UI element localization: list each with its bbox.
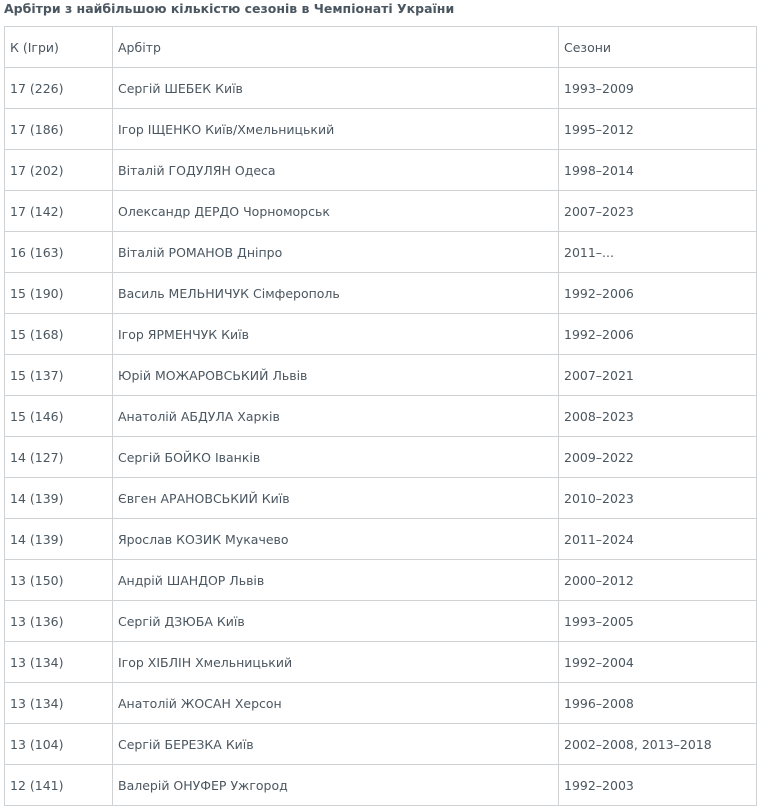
cell-seasons: 1992–2003 (559, 765, 757, 806)
table-row (5, 191, 757, 232)
cell-seasons: 2002–2008, 2013–2018 (559, 724, 757, 765)
cell-k: 14 (139) (5, 478, 113, 519)
cell-seasons: 1993–2005 (559, 601, 757, 642)
cell-referee: Віталій ГОДУЛЯН Одеса (113, 150, 559, 191)
table-row (5, 232, 757, 273)
cell-seasons: 2011–... (559, 232, 757, 273)
cell-k: 15 (190) (5, 273, 113, 314)
cell-k: 17 (226) (5, 68, 113, 109)
cell-k: 15 (168) (5, 314, 113, 355)
table-row (5, 478, 757, 519)
cell-k: 13 (134) (5, 683, 113, 724)
cell-referee: Євген АРАНОВСЬКИЙ Київ (113, 478, 559, 519)
cell-seasons: 2007–2023 (559, 191, 757, 232)
column-header-seasons: Сезони (559, 27, 757, 68)
table-row (5, 601, 757, 642)
table-body (5, 68, 757, 806)
table-row (5, 273, 757, 314)
cell-k: 12 (141) (5, 765, 113, 806)
cell-referee: Олександр ДЕРДО Чорноморськ (113, 191, 559, 232)
cell-referee: Сергій БОЙКО Іванків (113, 437, 559, 478)
cell-seasons: 1996–2008 (559, 683, 757, 724)
cell-k: 17 (142) (5, 191, 113, 232)
cell-referee: Ігор ІЩЕНКО Київ/Хмельницький (113, 109, 559, 150)
cell-k: 15 (146) (5, 396, 113, 437)
table-row (5, 314, 757, 355)
table-row (5, 150, 757, 191)
cell-seasons: 1993–2009 (559, 68, 757, 109)
table-row (5, 355, 757, 396)
cell-seasons: 2007–2021 (559, 355, 757, 396)
cell-referee: Ярослав КОЗИК Мукачево (113, 519, 559, 560)
table-row (5, 560, 757, 601)
cell-seasons: 2011–2024 (559, 519, 757, 560)
cell-k: 13 (104) (5, 724, 113, 765)
table-row (5, 519, 757, 560)
cell-referee: Анатолій АБДУЛА Харків (113, 396, 559, 437)
cell-seasons: 1995–2012 (559, 109, 757, 150)
table-row (5, 396, 757, 437)
cell-k: 17 (186) (5, 109, 113, 150)
cell-referee: Ігор ХІБЛІН Хмельницький (113, 642, 559, 683)
cell-k: 14 (127) (5, 437, 113, 478)
table-caption: Арбітри з найбільшою кількістю сезонів в Чемпіонаті України (4, 1, 455, 16)
cell-referee: Сергій ШЕБЕК Київ (113, 68, 559, 109)
cell-seasons: 1992–2004 (559, 642, 757, 683)
cell-referee: Андрій ШАНДОР Львів (113, 560, 559, 601)
cell-referee: Сергій ДЗЮБА Київ (113, 601, 559, 642)
table-row (5, 437, 757, 478)
table-row (5, 683, 757, 724)
cell-k: 15 (137) (5, 355, 113, 396)
cell-seasons: 2010–2023 (559, 478, 757, 519)
table-row (5, 109, 757, 150)
cell-referee: Василь МЕЛЬНИЧУК Сімферополь (113, 273, 559, 314)
cell-k: 13 (150) (5, 560, 113, 601)
cell-referee: Анатолій ЖОСАН Херсон (113, 683, 559, 724)
cell-referee: Сергій БЕРЕЗКА Київ (113, 724, 559, 765)
cell-seasons: 2000–2012 (559, 560, 757, 601)
cell-k: 13 (134) (5, 642, 113, 683)
cell-referee: Віталій РОМАНОВ Дніпро (113, 232, 559, 273)
table-header-row (5, 27, 757, 68)
cell-k: 16 (163) (5, 232, 113, 273)
column-header-referee: Арбітр (113, 27, 559, 68)
column-header-k: К (Ігри) (5, 27, 113, 68)
cell-referee: Валерій ОНУФЕР Ужгород (113, 765, 559, 806)
cell-seasons: 2009–2022 (559, 437, 757, 478)
cell-seasons: 2008–2023 (559, 396, 757, 437)
cell-referee: Ігор ЯРМЕНЧУК Київ (113, 314, 559, 355)
table-row (5, 642, 757, 683)
table-row (5, 724, 757, 765)
cell-seasons: 1992–2006 (559, 314, 757, 355)
cell-referee: Юрій МОЖАРОВСЬКИЙ Львів (113, 355, 559, 396)
table-row (5, 68, 757, 109)
cell-k: 14 (139) (5, 519, 113, 560)
table-row (5, 765, 757, 806)
cell-k: 17 (202) (5, 150, 113, 191)
referees-table (4, 26, 757, 806)
cell-seasons: 1992–2006 (559, 273, 757, 314)
cell-seasons: 1998–2014 (559, 150, 757, 191)
cell-k: 13 (136) (5, 601, 113, 642)
